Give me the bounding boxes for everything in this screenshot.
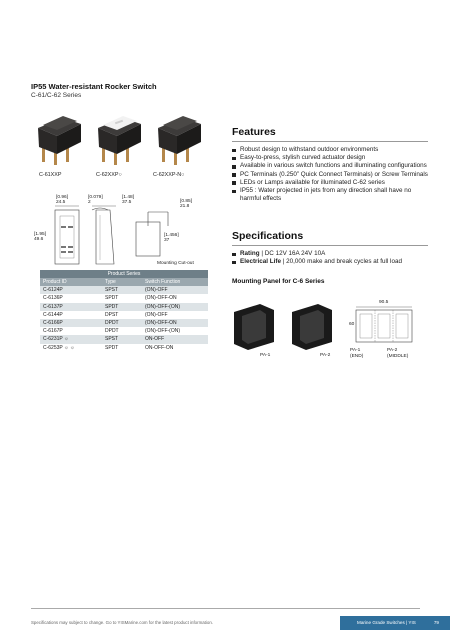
table-row <box>40 319 208 327</box>
switch-function: ON-OFF <box>142 335 208 343</box>
product-series-table <box>40 270 208 352</box>
table-row <box>40 311 208 319</box>
dim-pin: [0.85] 21.8 <box>180 199 193 210</box>
switch-c62n-image <box>153 110 205 172</box>
product-id: C-6137P <box>40 303 102 311</box>
column-header: Type <box>102 278 142 286</box>
feature-item: LEDs or Lamps available for illuminated C-62 series <box>232 179 428 187</box>
specifications-section <box>232 230 428 266</box>
pa1-end-label: PA-1 (END) <box>350 348 364 359</box>
dim-height: [1.95] 49.6 <box>34 232 47 243</box>
dim-cutout: [1.456] 37 <box>164 233 179 244</box>
product-id: C-6124P <box>40 286 102 294</box>
page-number: 79 <box>433 620 439 625</box>
table-row <box>40 327 208 335</box>
table-row <box>40 335 208 343</box>
product-id: C-6231P ☼ <box>40 335 102 343</box>
feature-item: PC Terminals (0.250” Quick Connect Terminals) or Screw Terminals <box>232 171 428 179</box>
section-divider <box>232 141 428 142</box>
column-header: Switch Function <box>142 278 208 286</box>
switch-label-c62: C-62XXP○ <box>96 172 122 178</box>
panel-width: 90.5 <box>379 300 389 305</box>
footer-section: Marine Grade Switches | YIS <box>357 620 416 625</box>
specifications-title: Specifications <box>232 230 304 242</box>
spec-life: Electrical Life | 20,000 make and break cycles at full load <box>232 258 428 266</box>
table-row <box>40 303 208 311</box>
switch-c61-image <box>33 110 85 172</box>
switch-function: (ON)-OFF-ON <box>142 319 208 327</box>
footer-bar <box>340 616 450 630</box>
switch-function: (ON)-OFF-ON <box>142 294 208 302</box>
panel-height: 60 <box>349 322 355 327</box>
type: DPDT <box>102 319 142 327</box>
type: SPDT <box>102 294 142 302</box>
pa2-middle-label: PA-2 (MIDDLE) <box>387 348 409 359</box>
type: SPST <box>102 335 142 343</box>
mounting-title: Mounting Panel for C-6 Series <box>232 278 325 285</box>
switch-function: (ON)-OFF <box>142 311 208 319</box>
series-subtitle: C-61/C-62 Series <box>31 92 82 99</box>
table-row <box>40 344 208 352</box>
switch-photos <box>33 110 213 182</box>
product-id: C-6144P <box>40 311 102 319</box>
specifications-list <box>232 250 428 266</box>
switch-function: ON-OFF-ON <box>142 344 208 352</box>
feature-item: Easy-to-press, stylish curved actuator design <box>232 154 428 162</box>
features-title: Features <box>232 126 276 138</box>
mounting-panels <box>230 290 430 370</box>
type: DPDT <box>102 327 142 335</box>
switch-label-c62n: C-62XXP-N○ <box>153 172 185 178</box>
table-row <box>40 294 208 302</box>
pa2-label: PA-2 <box>320 353 331 358</box>
pa1-label: PA-1 <box>260 353 271 358</box>
cutout-label: Mounting Cut-out <box>157 261 194 266</box>
product-id: C-6167P <box>40 327 102 335</box>
feature-item: Available in various switch functions and illuminating configurations <box>232 162 428 170</box>
type: SPDT <box>102 303 142 311</box>
footer-note: Specifications may subject to change. Go to YISMarine.com for the latest product information. <box>31 620 213 625</box>
switch-function: (ON)-OFF-(ON) <box>142 327 208 335</box>
type: DPST <box>102 311 142 319</box>
dimension-drawings <box>30 190 210 268</box>
switch-function: (ON)-OFF <box>142 286 208 294</box>
features-list <box>232 146 428 203</box>
switch-function: (ON)-OFF-(ON) <box>142 303 208 311</box>
feature-item: Robust design to withstand outdoor environments <box>232 146 428 154</box>
column-header: Product ID <box>40 278 102 286</box>
product-heading <box>31 82 157 99</box>
type: SPDT <box>102 344 142 352</box>
page-title: IP55 Water-resistant Rocker Switch <box>31 82 157 91</box>
feature-item: IP55 : Water projected in jets from any direction shall have no harmful effects <box>232 187 428 203</box>
table-caption: Product Series <box>40 270 208 278</box>
switch-c62-image <box>93 110 145 172</box>
product-id: C-6253P ☼ ☼ <box>40 344 102 352</box>
dim-width: [0.96] 24.5 <box>56 195 69 206</box>
section-divider <box>232 245 428 246</box>
switch-label-c61: C-61XXP <box>39 172 62 178</box>
dim-depth: [1.48] 37.5 <box>122 195 135 206</box>
type: SPST <box>102 286 142 294</box>
product-id: C-6166P <box>40 319 102 327</box>
product-id: C-6136P <box>40 294 102 302</box>
table-row <box>40 286 208 294</box>
features-section <box>232 126 428 203</box>
dim-lead: [0.079] 2 <box>88 195 103 206</box>
footer-divider <box>31 608 420 609</box>
mounting-heading <box>232 278 428 285</box>
spec-rating: Rating | DC 12V 16A 24V 10A <box>232 250 428 258</box>
